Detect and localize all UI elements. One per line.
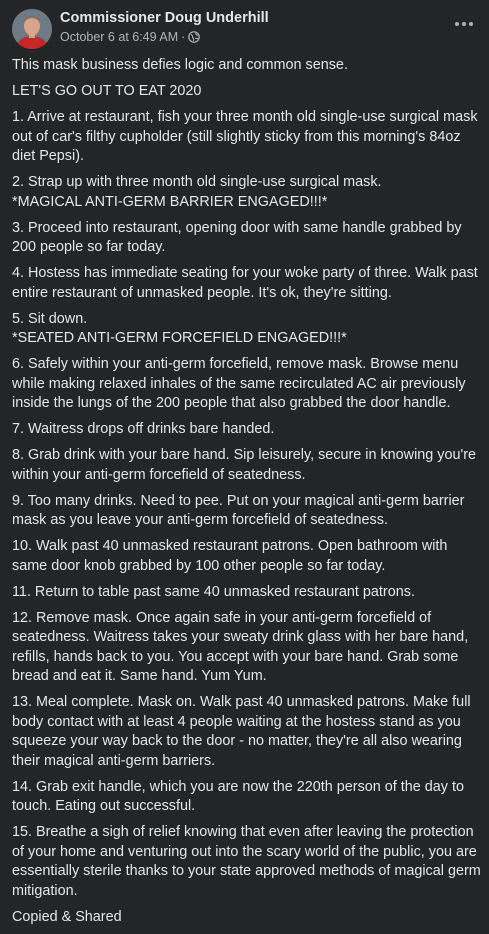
post-paragraph: 1. Arrive at restaurant, fish your three month old single-use surgical mask out of car's filthy cupholder (still slightly sticky from this morning's 84oz diet Pepsi). xyxy=(12,109,478,164)
post-paragraph: 10. Walk past 40 unmasked restaurant patrons. Open bathroom with same door knob grabbed by 100 other people so far today. xyxy=(12,538,448,574)
more-options-button[interactable] xyxy=(451,11,477,37)
globe-icon xyxy=(188,31,200,43)
ellipsis-dot xyxy=(469,22,473,26)
post-paragraph: 15. Breathe a sigh of relief knowing that even after leaving the protection of your home and venturing out into the scary world of the public, you are essentially sterile thanks to your state approved methods of magical germ mitigation. xyxy=(12,824,481,899)
post-paragraph: 5. Sit down. *SEATED ANTI-GERM FORCEFIELD ENGAGED!!!* xyxy=(12,310,347,346)
post-paragraph: LET'S GO OUT TO EAT 2020 xyxy=(12,83,202,99)
author-name[interactable]: Commissioner Doug Underhill xyxy=(60,10,269,26)
post-paragraph: 13. Meal complete. Mask on. Walk past 40 unmasked patrons. Make full body contact with at least 4 people waiting at the hostess stand as you squeeze your way back to the door - no matter, they're all also wearing their magical anti-germ barriers. xyxy=(12,694,471,769)
post-paragraph: 14. Grab exit handle, which you are now the 220th person of the day to touch. Eating out successful. xyxy=(12,778,464,814)
avatar[interactable] xyxy=(12,9,52,49)
ellipsis-icon xyxy=(455,22,459,26)
avatar-image xyxy=(12,9,52,49)
post-paragraph: 9. Too many drinks. Need to pee. Put on your magical anti-germ barrier mask as you leave your anti-germ forcefield of seatedness. xyxy=(12,492,465,528)
post-paragraph: 12. Remove mask. Once again safe in your anti-germ forcefield of seatedness. Waitress takes your sweaty drink glass with her bare hand, refills, hands back to you. You accept with your bare hand. Grab some bread and eat it. Same hand. Yum Yum. xyxy=(12,609,469,684)
post-paragraph: 11. Return to table past same 40 unmasked restaurant patrons. xyxy=(12,583,415,600)
post-paragraph: This mask business defies logic and common sense. xyxy=(12,57,348,73)
post-meta xyxy=(60,30,200,44)
post-paragraph: 6. Safely within your anti-germ forcefield, remove mask. Browse menu while making relaxed inhales of the same recirculated AC air previously inside the lungs of the 200 people that also grabbed the door handle. xyxy=(12,356,466,411)
post-header xyxy=(12,9,477,49)
post-paragraph: 7. Waitress drops off drinks bare handed. xyxy=(12,421,275,437)
post-body xyxy=(12,56,482,934)
post-paragraph: Copied & Shared xyxy=(12,908,122,925)
ellipsis-dot xyxy=(462,22,466,26)
post-timestamp[interactable]: October 6 at 6:49 AM xyxy=(60,30,179,44)
post-paragraph: 3. Proceed into restaurant, opening door with same handle grabbed by 200 people so far today. xyxy=(12,219,462,255)
meta-separator: · xyxy=(181,30,186,44)
post-paragraph: 8. Grab drink with your bare hand. Sip leisurely, secure in knowing you're within your anti-germ forcefield of seatedness. xyxy=(12,447,477,483)
post-paragraph: 2. Strap up with three month old single-use surgical mask. *MAGICAL ANTI-GERM BARRIER ENGAGED!!!* xyxy=(12,174,382,210)
post-paragraph: 4. Hostess has immediate seating for your woke party of three. Walk past entire restaurant of unmasked people. It's ok, they're sitting. xyxy=(12,265,478,301)
